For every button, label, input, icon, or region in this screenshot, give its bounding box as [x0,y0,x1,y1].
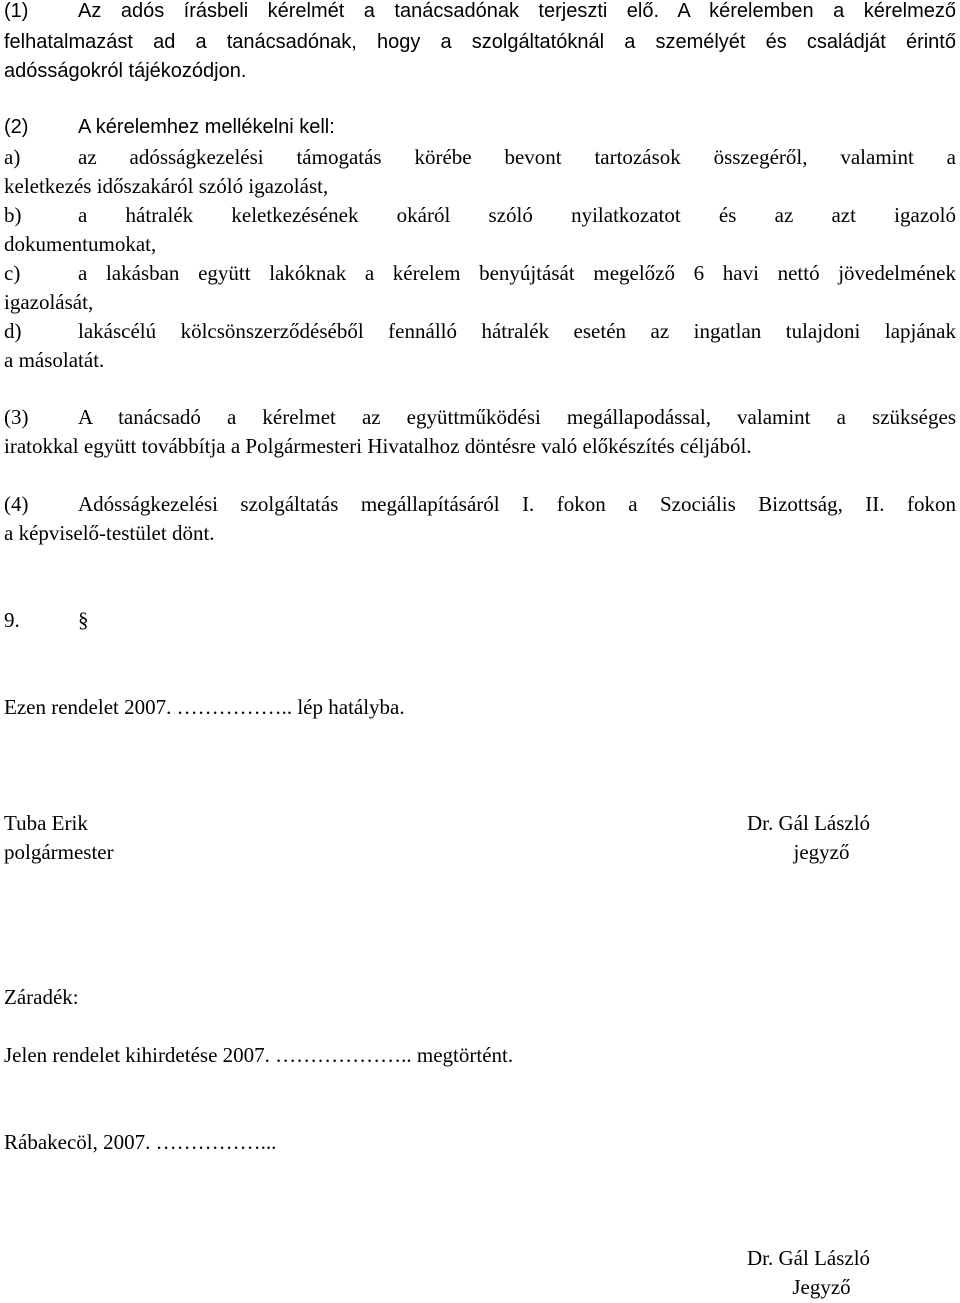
section-2-number: (2) [4,116,29,138]
section-1-line-2: felhatalmazást ad a tanácsadónak, hogy a szolgáltatóknál a személyét és családját érintő [4,31,956,53]
clause-place-date: Rábakecöl, 2007. ……………... [4,1130,277,1154]
section-2-item-c-line-2: igazolását, [4,290,94,314]
clause-heading: Záradék: [4,985,79,1009]
item-b-label: b) [4,203,22,227]
article-heading [4,608,956,633]
section-1-number: (1) [4,0,29,22]
section-1-line-3: adósságokról tájékozódjon. [4,60,247,82]
section-symbol: § [78,608,89,632]
section-3-line-2: iratokkal együtt továbbítja a Polgármesteri Hivatalhoz döntésre való előkészítés céljából. [4,434,752,458]
section-2-item-a-line-1: a) az adósságkezelési támogatás körébe bevont tartozások összegéről, valamint a [4,145,956,169]
section-2-intro: (2) A kérelemhez mellékelni kell: [4,116,335,138]
final-signature-name: Dr. Gál László [747,1246,871,1270]
signature-left-title: polgármester [4,840,114,864]
signature-right-title: jegyző [793,840,850,864]
effect-clause: Ezen rendelet 2007. …………….. lép hatályba. [4,695,405,719]
item-c-label: c) [4,261,21,285]
section-4-line-1: (4) Adósságkezelési szolgáltatás megállapításáról I. fokon a Szociális Bizottság, II. fokon [4,492,956,516]
section-4-line-2: a képviselő-testület dönt. [4,521,215,545]
section-1-line-1: (1) Az adós írásbeli kérelmét a tanácsadónak terjeszti elő. A kérelemben a kérelmező [4,0,956,22]
item-d-label: d) [4,319,22,343]
section-2-item-d-line-1: d) lakáscélú kölcsönszerződéséből fennálló hátralék esetén az ingatlan tulajdoni lapjának [4,319,956,343]
clause-text: Jelen rendelet kihirdetése 2007. ……………….. megtörtént. [4,1043,514,1067]
section-3-number: (3) [4,405,29,429]
item-a-label: a) [4,145,21,169]
section-2-item-b-line-1: b) a hátralék keletkezésének okáról szóló nyilatkozatot és az azt igazoló [4,203,956,227]
final-signature-title: Jegyző [792,1275,851,1299]
section-2-item-d-line-2: a másolatát. [4,348,105,372]
section-4-number: (4) [4,492,29,516]
section-2-item-c-line-1: c) a lakásban együtt lakóknak a kérelem benyújtását megelőző 6 havi nettó jövedelmének [4,261,956,285]
article-number: 9. [4,608,20,632]
signature-right-name: Dr. Gál László [747,811,871,835]
section-3-line-1: (3) A tanácsadó a kérelmet az együttműködési megállapodással, valamint a szükséges [4,405,956,429]
signature-left-name: Tuba Erik [4,811,88,835]
section-2-item-b-line-2: dokumentumokat, [4,232,157,256]
section-2-item-a-line-2: keletkezés időszakáról szóló igazolást, [4,174,329,198]
